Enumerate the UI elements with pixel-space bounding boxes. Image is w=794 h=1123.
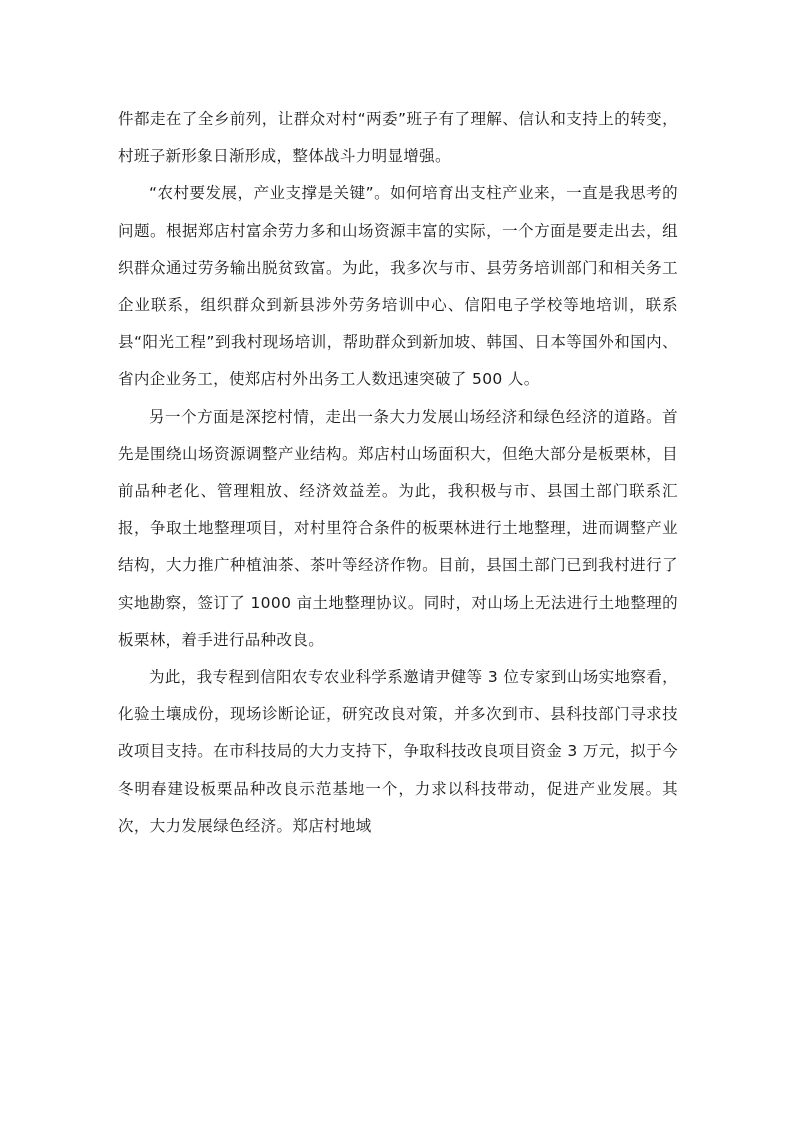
paragraph-2: “农村要发展，产业支撑是关键”。如何培育出支柱产业来，一直是我思考的问题。根据郑店村富余劳力多和山场资源丰富的实际，一个方面是要走出去，组织群众通过劳务输出脱贫致富。为此，我多次与市、县劳务培训部门和相关务工企业联系，组织群众到新县涉外劳务培训中心、信阳电子学校等地培训，联系县“阳光工程”到我村现场培训，帮助群众到新加坡、韩国、日本等国外和国内、省内企业务工，使郑店村外出务工人数迅速突破了 500 人。 xyxy=(118,184,678,389)
paragraph-3: 另一个方面是深挖村情，走出一条大力发展山场经济和绿色经济的道路。首先是围绕山场资源调整产业结构。郑店村山场面积大，但绝大部分是板栗林，目前品种老化、管理粗放、经济效益差。为此，我积极与市、县国土部门联系汇报，争取土地整理项目，对村里符合条件的板栗林进行土地整理，进而调整产业结构，大力推广种植油茶、茶叶等经济作物。目前，县国土部门已到我村进行了实地勘察，签订了 1000 亩土地整理协议。同时，对山场上无法进行土地整理的板栗林，着手进行品种改良。 xyxy=(118,407,678,649)
body-text xyxy=(118,101,678,845)
paragraph-4: 为此，我专程到信阳农专农业科学系邀请尹健等 3 位专家到山场实地察看，化验土壤成份，现场诊断论证，研究改良对策，并多次到市、县科技部门寻求技改项目支持。在市科技局的大力支持下，争取科技改良项目资金 3 万元，拟于今冬明春建设板栗品种改良示范基地一个，力求以科技带动，促进产业发展。其次，大力发展绿色经济。郑店村地域 xyxy=(118,668,678,835)
paragraph-1: 件都走在了全乡前列，让群众对村“两委”班子有了理解、信认和支持上的转变，村班子新形象日渐形成，整体战斗力明显增强。 xyxy=(118,110,678,166)
